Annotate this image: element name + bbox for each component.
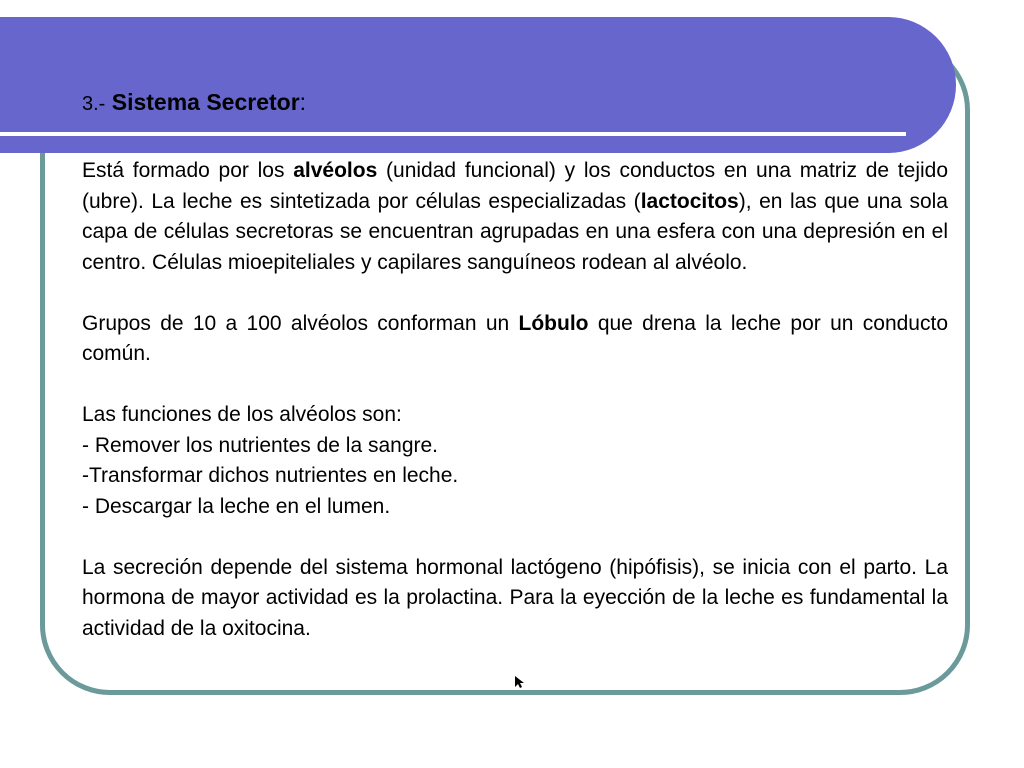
term-lobulo: Lóbulo (518, 311, 589, 335)
functions-heading: Las funciones de los alvéolos son: (82, 403, 402, 426)
list-item: - Remover los nutrientes de la sangre. (82, 433, 439, 457)
title-number: 3.- (82, 93, 106, 115)
slide-body (82, 156, 948, 644)
term-lactocitos: lactocitos (640, 189, 739, 213)
paragraph-text: que drena la leche por un conducto común. (82, 311, 948, 365)
paragraph-secretion: La secreción depende del sistema hormonal lactógeno (hipófisis), se inicia con el parto. La hormona de mayor actividad es la prolactina. Para la eyección de la leche es fundamental la actividad de la oxitocina. (82, 555, 948, 640)
functions-list (82, 400, 948, 522)
list-item: -Transformar dichos nutrientes en leche. (82, 464, 459, 487)
paragraph-structure (82, 156, 948, 278)
header-divider (0, 132, 906, 136)
term-alveolos: alvéolos (293, 159, 378, 182)
paragraph-text: (unidad funcional) y los conductos en una matriz de tejido (ubre). La leche es sintetizada por células especializadas ( (82, 159, 949, 213)
title-colon: : (299, 89, 307, 115)
paragraph-lobulo (82, 309, 948, 370)
slide-title (82, 89, 306, 116)
title-text: Sistema Secretor (111, 89, 300, 115)
paragraph-text: ), en las que una sola capa de células secretoras se encuentran agrupadas en una esfera con una depresión en el centro. Células mioepiteliales y capilares sanguíneos rodean al alvéolo. (82, 189, 948, 274)
list-item: - Descargar la leche en el lumen. (82, 494, 391, 518)
paragraph-text: Está formado por los (82, 159, 294, 182)
paragraph-text: Grupos de 10 a 100 alvéolos conforman un (82, 311, 519, 335)
